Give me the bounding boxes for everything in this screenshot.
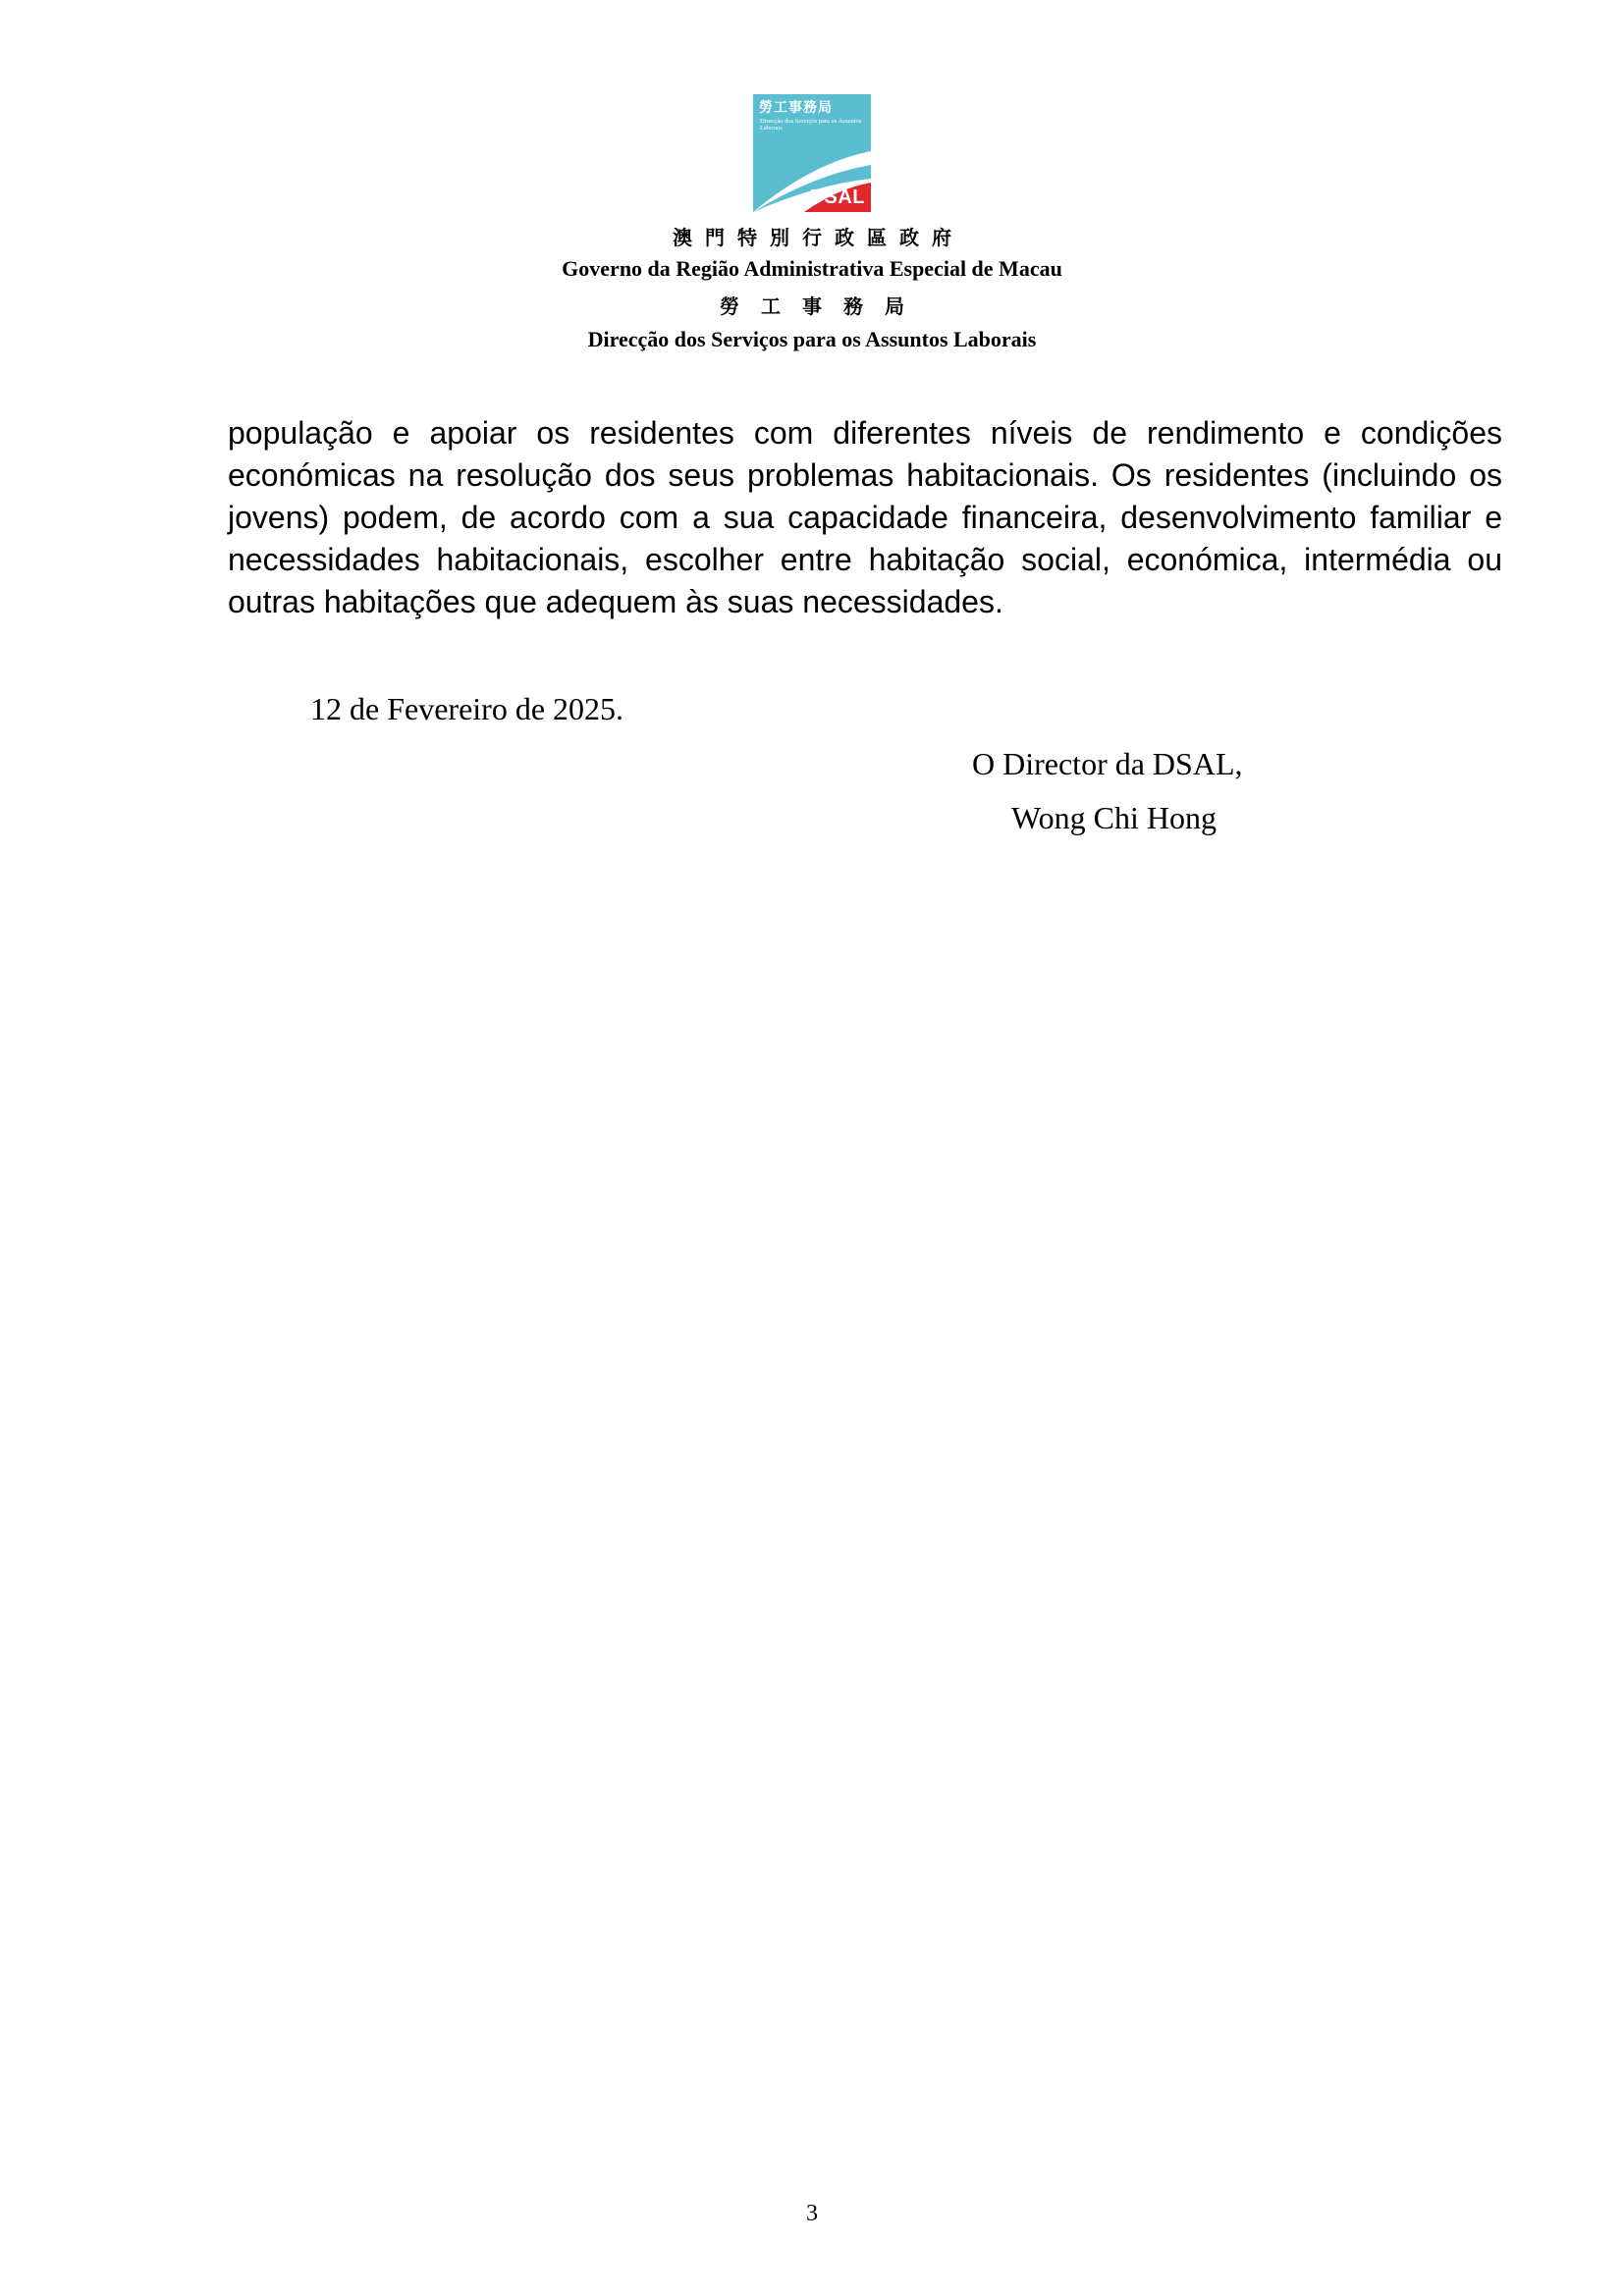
document-date: 12 de Fevereiro de 2025.: [310, 691, 624, 726]
logo-chinese-name: 勞工事務局: [759, 100, 833, 116]
government-name-portuguese: Governo da Região Administrativa Especial de Macau: [562, 256, 1062, 281]
body-paragraph: população e apoiar os residentes com diferentes níveis de rendimento e condições económicas na resolução dos seus problemas habitacionais. Os residentes (incluindo os jovens) podem, de acordo com a sua capacidade financeira, desenvolvimento familiar e necessidades habitacionais, escolher entre habitação social, económica, intermédia ou outras habitações que adequem às suas necessidades.: [228, 415, 1502, 619]
signer-title: O Director da DSAL,: [972, 746, 1243, 781]
logo-portuguese-name: Direcção dos Serviços para os Assuntos Laborais: [760, 118, 862, 132]
letterhead: [0, 94, 1624, 352]
bureau-name-chinese: 勞工事務局: [720, 294, 926, 318]
logo-abbreviation: DSAL: [809, 187, 865, 208]
dsal-logo: [753, 94, 871, 212]
government-name-chinese: 澳門特別行政區政府: [673, 226, 964, 249]
page-number: 3: [806, 2201, 818, 2226]
signer-name: Wong Chi Hong: [1011, 800, 1217, 835]
bureau-name-portuguese: Direcção dos Serviços para os Assuntos Laborais: [587, 327, 1037, 351]
